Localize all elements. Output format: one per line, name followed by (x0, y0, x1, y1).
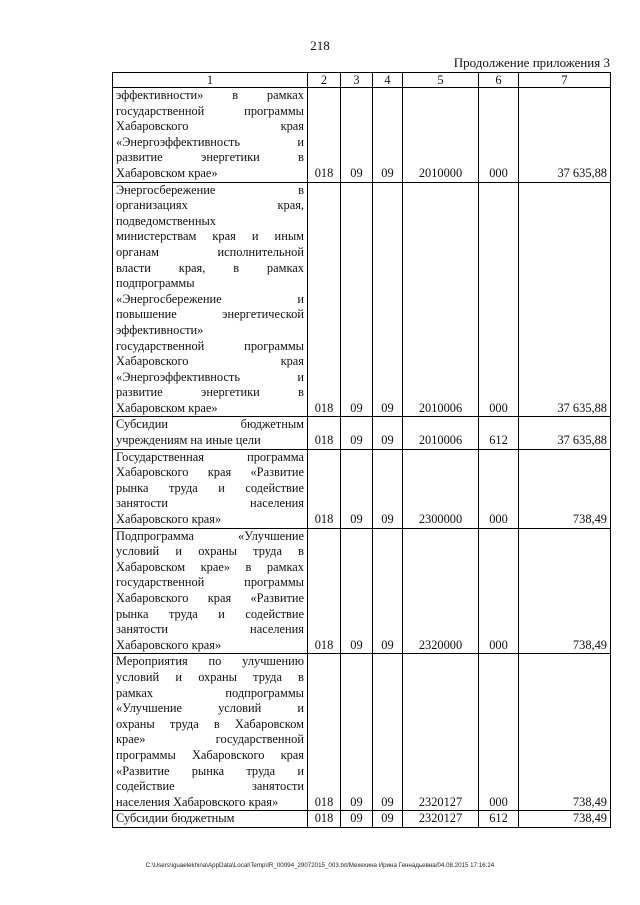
row-name-line: условий и охраны труда в (116, 669, 304, 684)
row-name-line: Хабаровском крае» (116, 400, 218, 415)
expense-type-code: 612 (479, 811, 519, 828)
table-body (113, 88, 611, 828)
expense-type-code: 000 (479, 88, 519, 183)
header-col-6: 6 (479, 73, 519, 88)
row-name-line: рынка труда и содействие (116, 480, 304, 495)
amount: 738,49 (519, 528, 611, 654)
row-name (113, 654, 308, 811)
row-name-line: подведомственных (116, 213, 216, 228)
row-name-line: органам исполнительной (116, 244, 304, 259)
row-name-line: «Энергоэффективность и (116, 134, 304, 149)
section-code: 09 (341, 449, 373, 528)
subsection-code: 09 (373, 811, 403, 828)
subsection-code: 09 (373, 417, 403, 449)
amount: 37 635,88 (519, 182, 611, 417)
amount: 738,49 (519, 811, 611, 828)
row-name-line: занятости населения (116, 622, 304, 637)
table-row (113, 182, 611, 417)
target-article-code: 2010006 (403, 417, 479, 449)
amount: 37 635,88 (519, 417, 611, 449)
header-col-4: 4 (373, 73, 403, 88)
row-name-line: государственной программы (116, 575, 304, 590)
row-name-line: Хабаровском крае» (116, 165, 218, 180)
row-name (113, 449, 308, 528)
target-article-code: 2010000 (403, 88, 479, 183)
target-article-code: 2300000 (403, 449, 479, 528)
ministry-code: 018 (308, 417, 341, 449)
amount: 37 635,88 (519, 88, 611, 183)
row-name-line: власти края, в рамках (116, 260, 304, 275)
row-name-line: программы Хабаровского края (116, 747, 304, 762)
ministry-code: 018 (308, 528, 341, 654)
row-name-line: населения Хабаровского края» (116, 794, 279, 809)
table-row (113, 654, 611, 811)
row-name-line: «Энергоэффективность и (116, 369, 304, 384)
row-name-line: «Энергосбережение и (116, 291, 304, 306)
row-name-line: организациях края, (116, 198, 304, 213)
expense-type-code: 000 (479, 182, 519, 417)
row-name-line: Государственная программа (116, 449, 304, 464)
budget-table (112, 72, 611, 828)
row-name (113, 811, 308, 828)
section-code: 09 (341, 88, 373, 183)
expense-type-code: 000 (479, 528, 519, 654)
row-name-line: государственной программы (116, 103, 304, 118)
ministry-code: 018 (308, 811, 341, 828)
header-col-3: 3 (341, 73, 373, 88)
row-name-line: учреждениям на иные цели (116, 433, 261, 448)
row-name-line: Хабаровского края» (116, 637, 222, 652)
row-name-line: рамках подпрограммы (116, 685, 304, 700)
expense-type-code: 000 (479, 654, 519, 811)
target-article-code: 2320127 (403, 654, 479, 811)
header-col-1: 1 (113, 73, 308, 88)
row-name-line: эффективности» в рамках (116, 88, 304, 102)
row-name-line: Хабаровского края (116, 354, 304, 369)
table-row (113, 417, 611, 449)
row-name-line: Подпрограмма «Улучшение (116, 528, 304, 543)
row-name-line: Хабаровском крае» в рамках (116, 559, 304, 574)
row-name-line: Хабаровского края» (116, 512, 222, 527)
row-name-line: Субсидии бюджетным (116, 811, 235, 826)
section-code: 09 (341, 654, 373, 811)
row-name-line: «Развитие рынка труда и (116, 763, 304, 778)
row-name-line: условий и охраны труда в (116, 544, 304, 559)
ministry-code: 018 (308, 182, 341, 417)
row-name-line: крае» государственной (116, 732, 304, 747)
header-col-5: 5 (403, 73, 479, 88)
row-name-line: рынка труда и содействие (116, 606, 304, 621)
table-row (113, 449, 611, 528)
row-name (113, 88, 308, 183)
expense-type-code: 000 (479, 449, 519, 528)
row-name-line: Мероприятия по улучшению (116, 654, 304, 669)
footer-path: C:\Users\iguaelekhina\AppData\Local\Temp\IR_00094_29072015_003.txt/Мехехина Ирина Геннадьевна/04.08.2015 17:16:24 (145, 862, 495, 869)
header-col-2: 2 (308, 73, 341, 88)
row-name (113, 528, 308, 654)
row-name-line: эффективности» (116, 322, 204, 337)
subsection-code: 09 (373, 449, 403, 528)
target-article-code: 2320127 (403, 811, 479, 828)
amount: 738,49 (519, 449, 611, 528)
subsection-code: 09 (373, 182, 403, 417)
header-row (113, 73, 611, 88)
table-row (113, 88, 611, 183)
header-col-7: 7 (519, 73, 611, 88)
row-name-line: развитие энергетики в (116, 385, 304, 400)
table-row (113, 811, 611, 828)
section-code: 09 (341, 182, 373, 417)
row-name-line: повышение энергетической (116, 307, 304, 322)
ministry-code: 018 (308, 654, 341, 811)
continuation-label: Продолжение приложения 3 (453, 55, 610, 70)
row-name-line: Энергосбережение в (116, 182, 304, 197)
row-name-line: Субсидии бюджетным (116, 417, 304, 432)
row-name-line: занятости населения (116, 496, 304, 511)
section-code: 09 (341, 811, 373, 828)
row-name-line: охраны труда в Хабаровском (116, 716, 304, 731)
subsection-code: 09 (373, 88, 403, 183)
row-name-line: подпрограммы (116, 276, 195, 291)
subsection-code: 09 (373, 654, 403, 811)
ministry-code: 018 (308, 88, 341, 183)
section-code: 09 (341, 417, 373, 449)
target-article-code: 2320000 (403, 528, 479, 654)
expense-type-code: 612 (479, 417, 519, 449)
table-row (113, 528, 611, 654)
ministry-code: 018 (308, 449, 341, 528)
row-name-line: государственной программы (116, 338, 304, 353)
page-number: 218 (310, 38, 330, 53)
row-name-line: Хабаровского края «Развитие (116, 591, 304, 605)
row-name-line: содействие занятости (116, 779, 304, 794)
row-name-line: министерствам края и иным (116, 229, 304, 244)
section-code: 09 (341, 528, 373, 654)
row-name-line: Хабаровского края «Развитие (116, 465, 304, 480)
row-name-line: Хабаровского края (116, 119, 304, 134)
row-name (113, 417, 308, 449)
subsection-code: 09 (373, 528, 403, 654)
row-name-line: развитие энергетики в (116, 150, 304, 165)
row-name-line: «Улучшение условий и (116, 701, 304, 716)
row-name (113, 182, 308, 417)
amount: 738,49 (519, 654, 611, 811)
target-article-code: 2010006 (403, 182, 479, 417)
